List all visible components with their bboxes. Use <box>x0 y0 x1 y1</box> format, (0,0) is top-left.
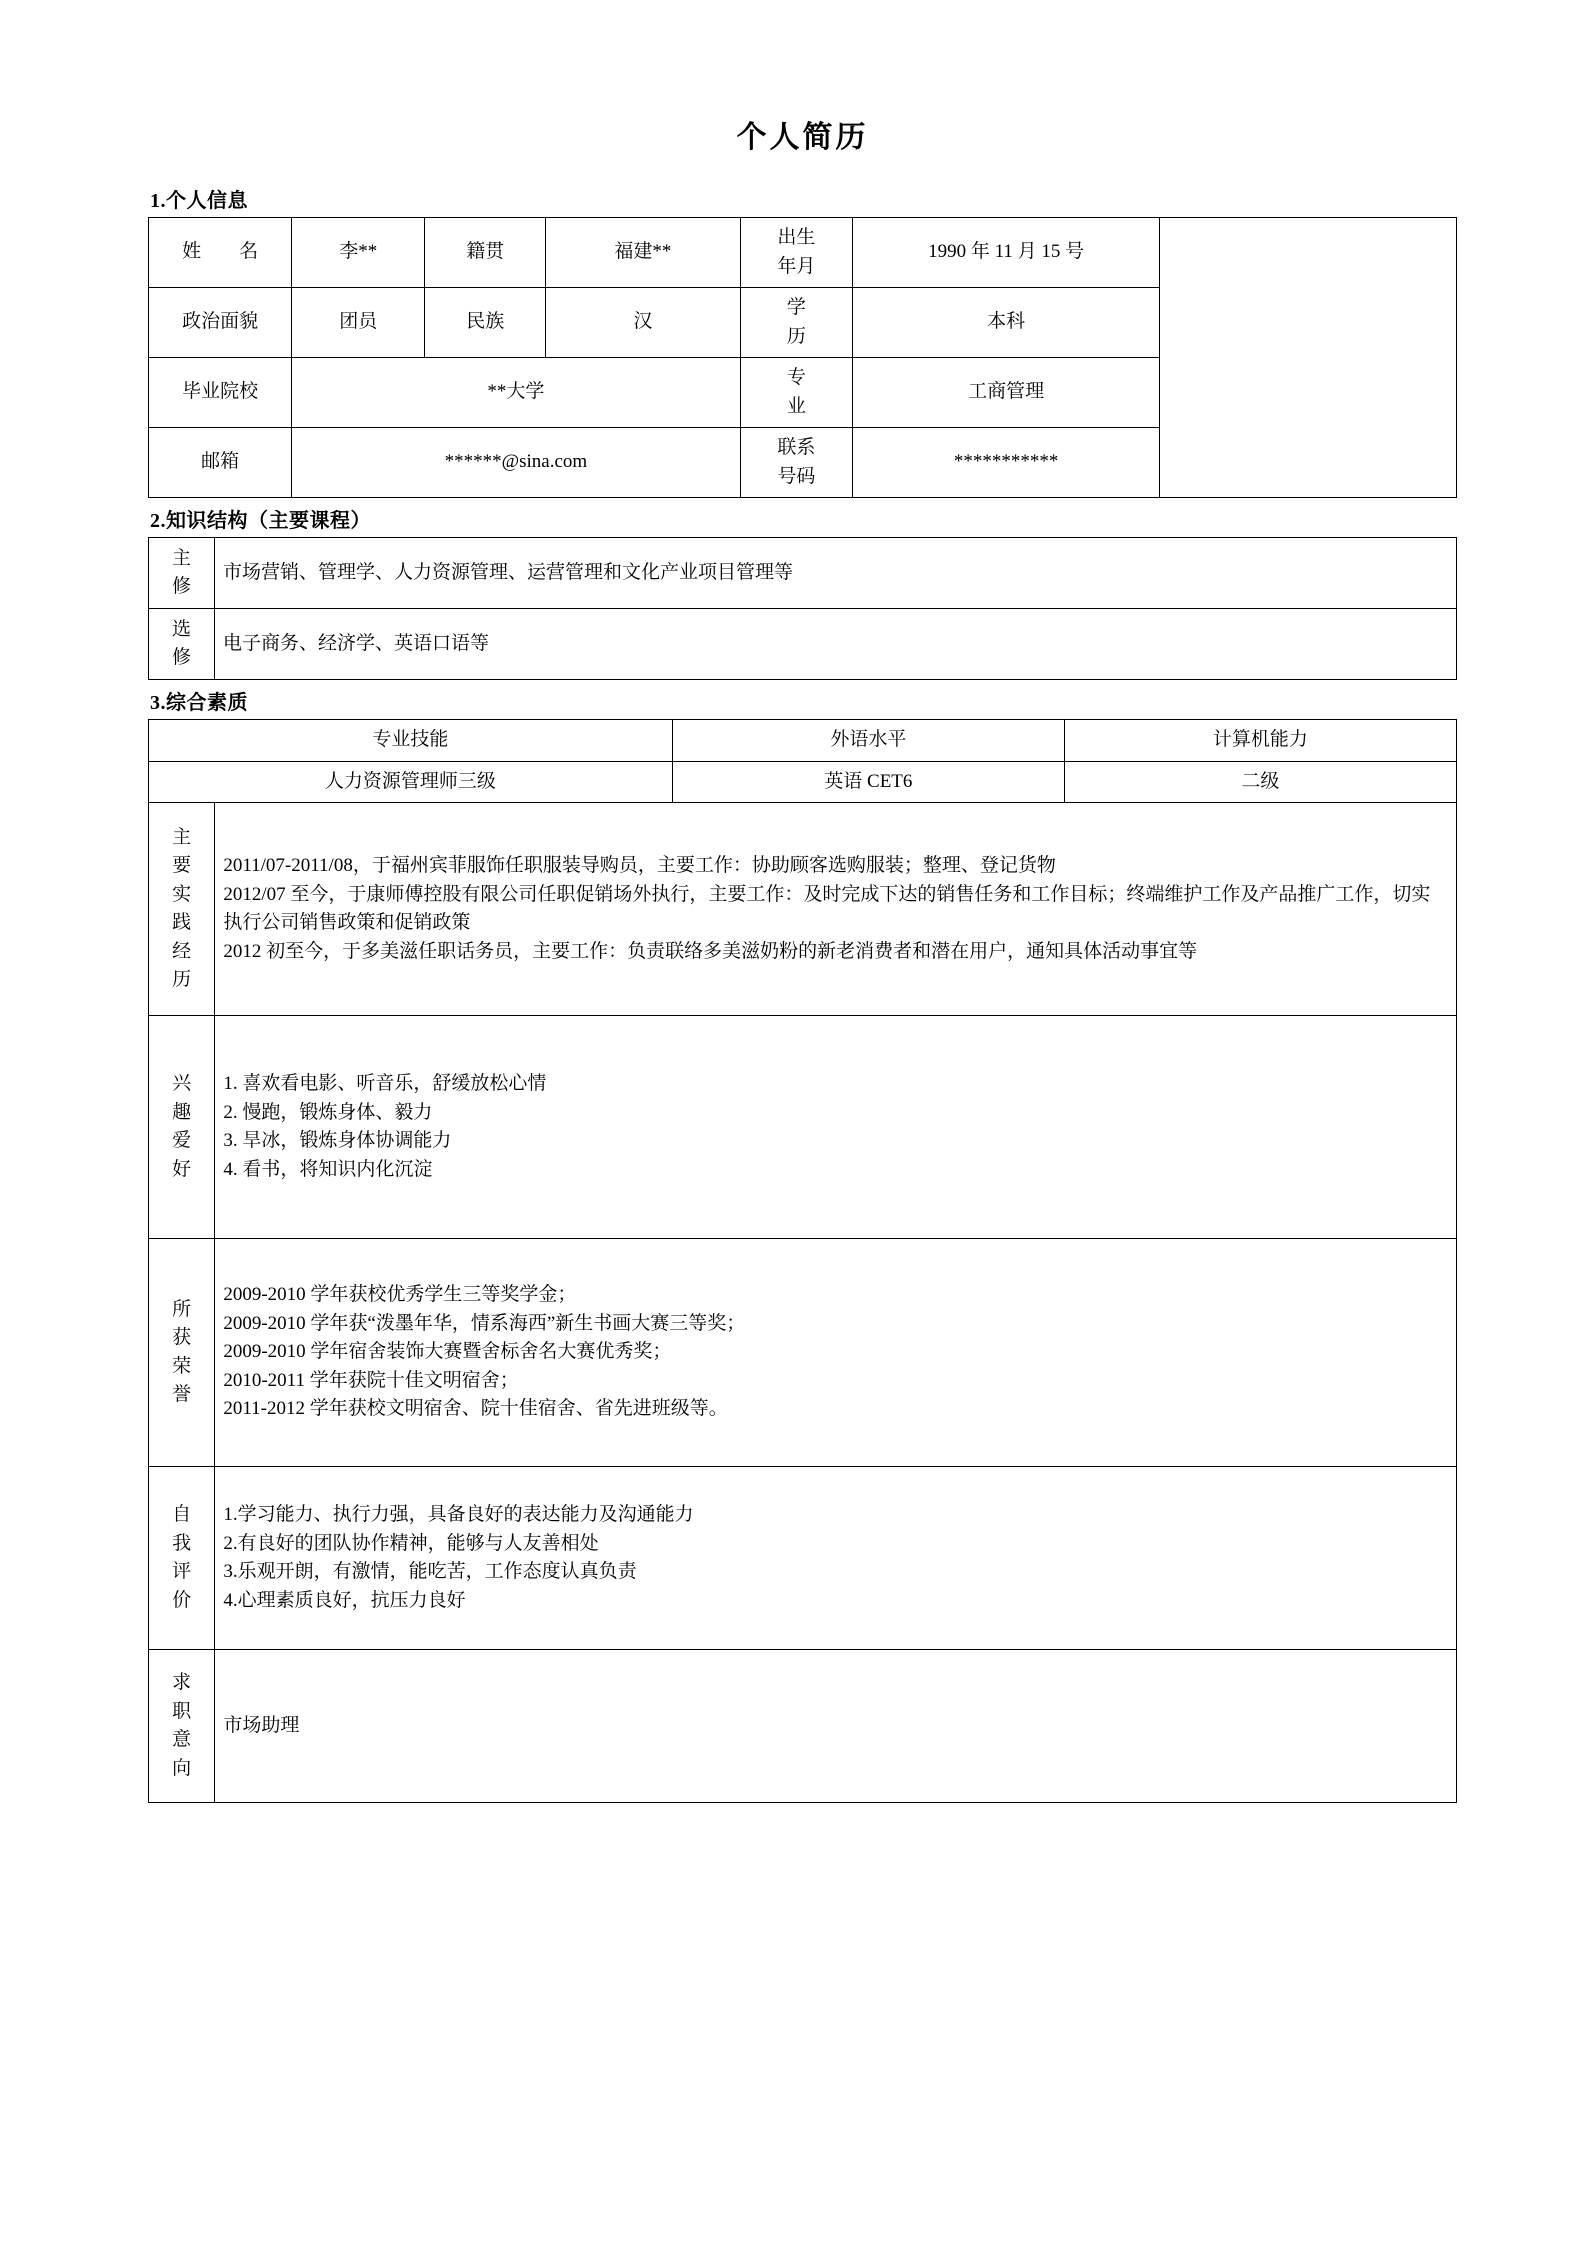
label-major: 专 业 <box>740 358 853 428</box>
text-line: 2009-2010 学年获“泼墨年华，情系海西”新生书画大赛三等奖； <box>223 1312 746 1334</box>
label-practical-experience: 主 要 实 践 经 历 <box>149 803 215 1016</box>
value-email: ******@sina.com <box>292 428 740 498</box>
label-email: 邮箱 <box>149 428 292 498</box>
table-row <box>149 609 1457 680</box>
table-row-skill-values <box>149 761 1457 803</box>
label-self-evaluation: 自 我 评 价 <box>149 1467 215 1650</box>
personal-info-table <box>148 217 1457 498</box>
label-line: 修 <box>171 576 191 597</box>
skill-value-professional: 人力资源管理师三级 <box>149 761 673 803</box>
value-major-courses: 市场营销、管理学、人力资源管理、运营管理和文化产业项目管理等 <box>215 538 1457 609</box>
section-heading-personal-info <box>150 184 1457 213</box>
table-row-honors <box>149 1239 1457 1467</box>
value-self-evaluation <box>215 1467 1457 1650</box>
text-line: 3. 旱冰，锻炼身体协调能力 <box>223 1130 452 1151</box>
table-row <box>149 218 1457 288</box>
table-row-skill-headers <box>149 720 1457 762</box>
section-title: 知识结构（主要课程） <box>166 510 371 532</box>
section-number: 3. <box>150 692 166 714</box>
text-line: 2. 慢跑，锻炼身体、毅力 <box>223 1101 433 1123</box>
label-name: 姓 名 <box>149 218 292 288</box>
value-major: 工商管理 <box>853 358 1160 428</box>
section-number: 1. <box>150 190 166 212</box>
label-ethnicity: 民族 <box>425 288 546 358</box>
value-honors <box>215 1239 1457 1467</box>
label-honors: 所 获 荣 誉 <box>149 1239 215 1467</box>
value-native-place: 福建** <box>546 218 740 288</box>
page-title: 个人简历 <box>736 121 869 154</box>
text-line: 1.学习能力、执行力强，具备良好的表达能力及沟通能力 <box>223 1504 694 1525</box>
table-row-experience <box>149 803 1457 1016</box>
label-education: 学 历 <box>740 288 853 358</box>
value-name: 李** <box>292 218 425 288</box>
text-line: 2012 初至今，于多美滋任职话务员，主要工作：负责联络多美滋奶粉的新老消费者和潜在用户，通知具体活动事宜等 <box>223 940 1198 962</box>
skill-header-professional: 专业技能 <box>149 720 673 762</box>
text-line: 3.乐观开朗，有激情，能吃苦，工作态度认真负责 <box>223 1561 637 1582</box>
value-school: **大学 <box>292 358 740 428</box>
value-political: 团员 <box>292 288 425 358</box>
label-political: 政治面貌 <box>149 288 292 358</box>
value-ethnicity: 汉 <box>546 288 740 358</box>
label-birth: 出生 年月 <box>740 218 853 288</box>
text-line: 2010-2011 学年获院十佳文明宿舍； <box>223 1369 519 1391</box>
label-phone: 联系 号码 <box>740 428 853 498</box>
label-job-intention: 求 职 意 向 <box>149 1650 215 1803</box>
section-title: 个人信息 <box>166 190 248 212</box>
value-elective-courses: 电子商务、经济学、英语口语等 <box>215 609 1457 680</box>
text-line: 2009-2010 学年获校优秀学生三等奖学金； <box>223 1284 577 1306</box>
text-line: 2012/07 至今，于康师傅控股有限公司任职促销场外执行，主要工作：及时完成下达的销售任务和工作目标；终端维护工作及产品推广工作，切实执行公司销售政策和促销政策 <box>223 883 1431 933</box>
label-line: 主 <box>171 547 191 569</box>
text-line: 2.有良好的团队协作精神，能够与人友善相处 <box>223 1532 599 1554</box>
value-hobbies <box>215 1016 1457 1239</box>
section-heading-comprehensive <box>150 686 1457 715</box>
text-line: 2011-2012 学年获校文明宿舍、院十佳宿舍、省先进班级等。 <box>223 1398 728 1420</box>
label-line: 修 <box>171 647 191 668</box>
text-line: 2011/07-2011/08，于福州宾菲服饰任职服装导购员，主要工作：协助顾客选购服装；整理、登记货物 <box>223 855 1056 876</box>
label-native-place: 籍贯 <box>425 218 546 288</box>
text-line: 市场助理 <box>223 1714 300 1736</box>
value-birth: 1990 年 11 月 15 号 <box>853 218 1160 288</box>
comprehensive-table <box>148 719 1457 1803</box>
text-line: 2009-2010 学年宿舍装饰大赛暨舍标舍名大赛优秀奖； <box>223 1341 672 1363</box>
table-row-self-evaluation <box>149 1467 1457 1650</box>
label-line: 选 <box>171 618 191 640</box>
table-row-hobbies <box>149 1016 1457 1239</box>
section-heading-knowledge <box>150 504 1457 533</box>
value-phone: *********** <box>853 428 1160 498</box>
label-elective-courses <box>149 609 215 680</box>
table-row <box>149 538 1457 609</box>
table-row-job-intention <box>149 1650 1457 1803</box>
value-job-intention <box>215 1650 1457 1803</box>
section-title: 综合素质 <box>166 692 248 714</box>
text-line: 1. 喜欢看电影、听音乐，舒缓放松心情 <box>223 1073 547 1094</box>
photo-placeholder-cell <box>1160 218 1457 498</box>
value-education: 本科 <box>853 288 1160 358</box>
skill-header-language: 外语水平 <box>672 720 1064 762</box>
knowledge-table <box>148 537 1457 680</box>
section-number: 2. <box>150 510 166 532</box>
skill-value-language: 英语 CET6 <box>672 761 1064 803</box>
text-line: 4. 看书，将知识内化沉淀 <box>223 1158 433 1180</box>
skill-value-computer: 二级 <box>1064 761 1456 803</box>
label-major-courses <box>149 538 215 609</box>
text-line: 4.心理素质良好，抗压力良好 <box>223 1589 466 1611</box>
value-practical-experience <box>215 803 1457 1016</box>
skill-header-computer: 计算机能力 <box>1064 720 1456 762</box>
label-hobbies: 兴 趣 爱 好 <box>149 1016 215 1239</box>
label-school: 毕业院校 <box>149 358 292 428</box>
